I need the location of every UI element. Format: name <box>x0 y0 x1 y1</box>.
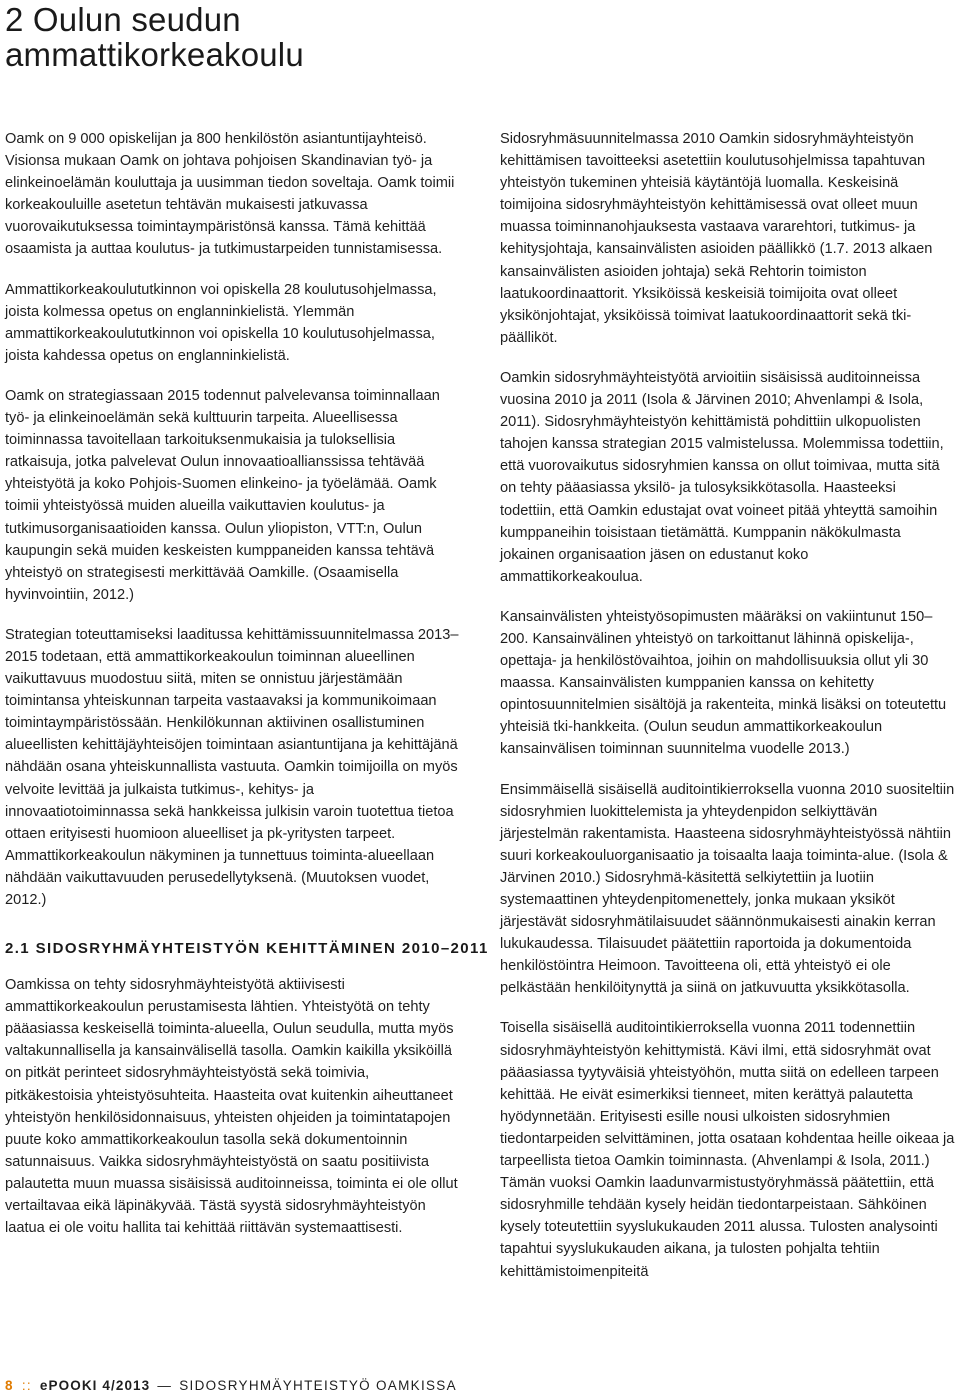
section-heading: 2.1 SIDOSRYHMÄYHTEISTYÖN KEHITTÄMINEN 2010–2011 <box>5 940 489 958</box>
running-section-title: SIDOSRYHMÄYHTEISTYÖ OAMKISSA <box>179 1378 457 1393</box>
paragraph: Ammattikorkeakoulututkinnon voi opiskella 28 koulutusohjelmassa, joista kolmessa opetus on englanninkielistä. Ylemmän ammattikorkeakoulututkinnon voi opiskella 10 koulutusohjelmassa, joista kahdessa opetus on englanninkielistä. <box>5 281 437 364</box>
left-column <box>5 128 489 1257</box>
paragraph: Oamkissa on tehty sidosryhmäyhteistyötä aktiivisesti ammattikorkeakoulun perustamisesta lähtien. Yhteistyötä on tehty pääasiassa keskeisellä toiminta-alueella, Oulun seudulla, mutta myös valtakunnallisella ja kansainvälisellä tasolla. Oamkin kaikilla yksiköillä on pitkät perinteet sidosryhmäyhteistyöstä sekä toimivia, pitkäkestoisia yhteistyösuhteita. Haasteita ovat kuitenkin aiheuttaneet yhteistyön henkilösidonnaisuus, yhteisten ohjeiden ja toimintatapojen puute koko ammattikorkeakoulun tasolla sekä dokumentoinnin satunnaisuus. Vaikka sidosryhmäyhteistyöstä on saatu positiivista palautetta muun muassa sisäisissä auditoinneissa, toiminta ei ole ollut vertailtavaa eikä läpinäkyvää. Tästä syystä sidosryhmäyhteistyön laatua ei ole voitu hallita tai kehittää riittävän systemaattisesti. <box>5 977 458 1237</box>
page-number: 8 <box>5 1378 14 1393</box>
paragraph: Oamk on strategiassaan 2015 todennut palvelevansa toiminnallaan työ- ja elinkeinoelämän sekä kulttuurin tarpeita. Alueellisessa toiminnassa tavoitellaan tarkoituksenmukaisia ja tuloksellisia ratkaisuja, jotka palvelevat Oulun innovaatioallianssissa tehtävää yhteistyötä ja koko Pohjois-Suomen elinkeino- ja työelämää. Oamk toimii yhteistyössä muiden alueilla vaikuttavien koulutus- ja tutkimusorganisaatioiden kanssa. Oulun yliopiston, VTT:n, Oulun kaupungin sekä muiden keskeisten kumppaneiden kanssa tehtävä yhteistyö on strategisesti merkittävää Oamkille. (Osaamisella hyvinvointiin, 2012.) <box>5 387 440 603</box>
chapter-title <box>5 2 304 72</box>
paragraph: Kansainvälisten yhteistyösopimusten määräksi on vakiintunut 150–200. Kansainvälinen yhteistyö on tarkoittanut lähinnä opiskelija-, opettaja- ja henkilöstövaihtoa, joihin on mahdollisuuksia ollut yli 30 maassa. Kansainvälisten kumppanien kanssa on kehitetty opintosuunnitelmien sisältöjä ja rakenteita, minkä lisäksi on toteutettu yhteisiä tki-hankkeita. (Oulun seudun ammattikorkeakoulun kansainvälisen toiminnan suunnitelma vuodelle 2013.) <box>500 608 947 758</box>
chapter-title-line-2: ammattikorkeakoulu <box>5 36 304 73</box>
footer-separator: :: <box>21 1378 32 1393</box>
footer-dash: — <box>157 1378 173 1393</box>
paragraph: Toisella sisäisellä auditointikierroksella vuonna 2011 todennettiin sidosryhmäyhteistyön kehittymistä. Kävi ilmi, että sidosryhmät ovat pääasiassa tyytyväisiä yhteistyöhön, mutta siitä on edelleen tarpeen kehittää. He eivät esimerkiksi tienneet, miten kerättyä palautetta hyödynnetään. Erityisesti esille nousi ulkoisten sidosryhmien tiedontarpeiden selvittäminen, jotta osataan kohdentaa heille oikeaa ja tarpeellista tietoa Oamkin toiminnasta. (Ahvenlampi & Isola, 2011.) Tämän vuoksi Oamkin laadunvarmistustyöryhmässä päätettiin, että sidosryhmille tehdään kysely heidän tiedontarpeistaan. Sähköinen kysely toteutettiin syyslukukauden 2011 alussa. Tulosten analysointi tapahtui syyslukukauden aikana, ja tulosten pohjalta tehtiin kehittämistoimenpiteitä <box>500 1020 955 1280</box>
page-footer <box>5 1378 457 1394</box>
magazine-name: ePOOKI 4/2013 <box>39 1378 151 1393</box>
paragraph: Oamkin sidosryhmäyhteistyötä arvioitiin sisäisissä auditoinneissa vuosina 2010 ja 2011 (Isola & Järvinen 2010; Ahvenlampi & Isola, 2011). Sidosryhmäyhteistyön kehittämistä pohdittiin ulkopuolisten tahojen kanssa strategian 2015 valmistelussa. Molemmissa todettiin, että vuorovaikutus sidosryhmien kanssa on ollut toimivaa, mutta sitä on tehty pääasiassa yksilö- ja tulosyksikkötasolla. Haasteeksi todettiin, että Oamkin edustajat ovat voineet pitää yhteyttä samoihin kumppaneihin toisistaan tietämättä. Kumppanin näkökulmasta jokainen organisaation jäsen on edustanut koko ammattikorkeakoulua. <box>500 369 944 585</box>
right-column <box>500 128 955 1301</box>
paragraph: Ensimmäisellä sisäisellä auditointikierroksella vuonna 2010 suositeltiin sidosryhmien luokittelemista ja yhteydenpidon selkiyttävän järjestelmän rakentamista. Haasteena sidosryhmäyhteistyössä nähtiin suuri korkeakouluorganisaatio ja toisaalta laaja toiminta-alue. (Isola & Järvinen 2010.) Sidosryhmä-käsitettä selkiytettiin ja luotiin systemaattinen yhteydenpitomenettely, jonka mukaan yksiköt järjestävät sidosryhmätilaisuudet säännönmukaisesti ainakin kerran lukukaudessa. Tilaisuudet päätettiin raportoida ja dokumentoida henkilöstöintra Heimoon. Tavoitteena oli, että yhteistyö ei ole pelkästään henkilöitynyttä ja siinä on jatkuvuutta yksikkötasolla. <box>500 781 955 997</box>
paragraph: Sidosryhmäsuunnitelmassa 2010 Oamkin sidosryhmäyhteistyön kehittämisen tavoitteeksi asetettiin koulutusohjelmissa tapahtuvan yhteistyön tukeminen yhteisiä käytäntöjä luomalla. Keskeisinä toimijoina sidosryhmäyhteistyön kehittämisessä ovat olleet muun muassa toiminnanohjauksesta vastaava vararehtori, tutkimus- ja kehitysjohtaja, kansainvälisten asioiden päällikkö (1.7. 2013 alkaen kansainvälisten asioiden johtaja) sekä Rehtorin toimiston laatukoordinaattorit. Yksiköissä keskeisiä toimijoita ovat olleet yksikönjohtajat, yksiköissä toimivat laatukoordinaattorit sekä tki-päälliköt. <box>500 131 933 346</box>
chapter-title-line-1: 2 Oulun seudun <box>5 1 241 38</box>
paragraph: Oamk on 9 000 opiskelijan ja 800 henkilöstön asiantuntijayhteisö. Visionsa mukaan Oamk on johtava pohjoisen Skandinavian työ- ja elinkeinoelämän kouluttaja ja uusimman tiedon soveltaja. Oamk toimii korkeakouluille asetetun tehtävän mukaisesti jatkuvassa vuorovaikutuksessa toimintaympäristönsä kanssa. Tämä kehittää osaamista ja auttaa koulutus- ja tutkimustarpeiden tunnistamisessa. <box>5 131 455 258</box>
paragraph: Strategian toteuttamiseksi laaditussa kehittämissuunnitelmassa 2013–2015 todetaan, että ammattikorkeakoulun toiminnan alueellinen vaikuttavuus muodostuu siitä, miten se onnistuu järjestämään toimintansa yhteiskunnan tarpeita vastaavaksi ja kommunikoimaan toimintaympäristössään. Henkilökunnan aktiivinen osallistuminen alueellisten kehittäjäyhteisöjen toimintaan asiantuntijana ja kehittäjänä nähdään osana yhteiskunnallista vastuuta. Oamkin toimijoilla on myös velvoite levittää ja julkaista tutkimus-, kehitys- ja innovaatiotoiminnassa sekä hankkeissa julkisin varoin tuotettua tietoa ottaen erityisesti huomioon alueelliset ja pk-yritysten tarpeet. Ammattikorkeakoulun näkyminen ja tunnettuus toiminta-alueellaan nähdään vaikuttavuuden perusedellytyksenä. (Muutoksen vuodet, 2012.) <box>5 626 459 908</box>
